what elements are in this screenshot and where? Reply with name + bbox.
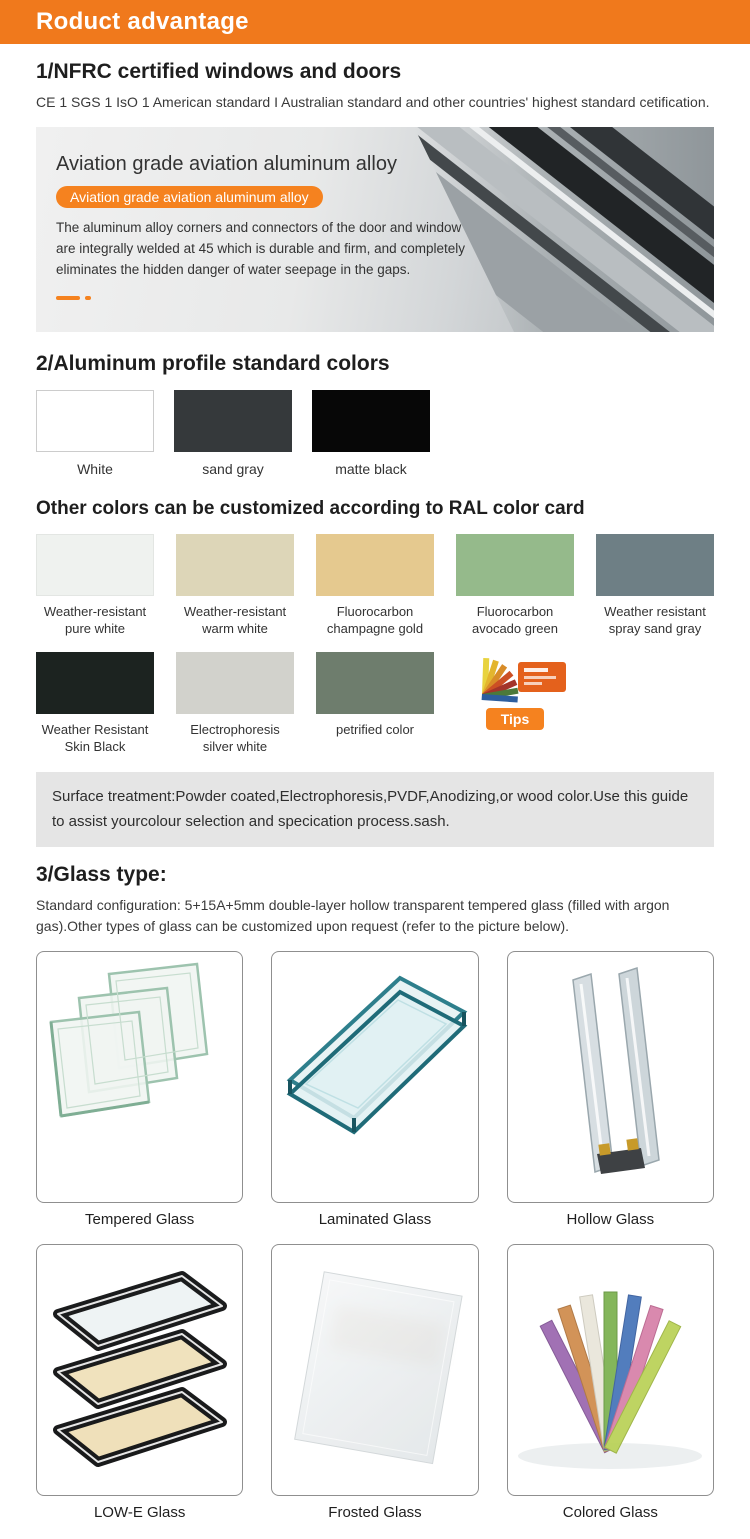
header-bar [0,0,750,44]
glass-card [36,951,243,1203]
glass-card [271,1244,478,1496]
color-label: Weather-resistant warm white [183,604,287,637]
glass-label: LOW-E Glass [93,1503,186,1521]
ral-color-card-image [456,652,574,704]
color-swatch-spray-sand-gray [596,534,714,638]
glass-cell-laminated [271,951,478,1240]
surface-treatment-note: Surface treatment:Powder coated,Electrophoresis,PVDF,Anodizing,or wood color.Use this guide to assist yourcolour selection and specication process.sash. [36,772,714,847]
glass-card [36,1244,243,1496]
orange-dash-decoration [56,296,516,300]
color-label: Fluorocarbon avocado green [471,604,558,637]
custom-colors-row-2 [36,652,714,756]
color-swatch-warm-white [176,534,294,638]
tips-button[interactable]: Tips [486,708,545,730]
color-chip [36,390,154,452]
glass-cell-tempered [36,951,243,1240]
color-swatch-sand-gray [174,390,292,478]
color-label: Weather Resistant Skin Black [41,721,149,754]
aluminum-alloy-card [36,127,714,332]
ral-fan-icon [456,652,574,704]
aluminum-card-title: Aviation grade aviation aluminum alloy [56,153,397,175]
section1-title: 1/NFRC certified windows and doors [36,60,402,83]
glass-card [271,951,478,1203]
color-chip [176,534,294,596]
color-label: sand gray [202,461,264,477]
color-swatch-silver-white [176,652,294,756]
custom-colors-title: Other colors can be customized according to RAL color card [36,498,585,520]
colored-glass-image [510,1250,710,1490]
dash-dot [85,296,91,300]
color-label: White [77,461,113,477]
color-chip [36,652,154,714]
glass-label: Tempered Glass [85,1210,195,1228]
aluminum-card-content [36,127,516,300]
dash-bar [56,296,80,300]
color-label: matte black [335,461,407,477]
glass-cell-hollow [507,951,714,1240]
color-swatch-matte-black [312,390,430,478]
color-swatch-white [36,390,154,478]
section2-title: 2/Aluminum profile standard colors [36,352,390,375]
tempered-glass-image [45,962,235,1192]
color-chip [174,390,292,452]
glass-type-grid [36,951,714,1533]
color-chip [456,534,574,596]
glass-label: Colored Glass [562,1503,658,1521]
glass-card [507,1244,714,1496]
glass-label: Hollow Glass [566,1210,655,1228]
color-chip [316,652,434,714]
aluminum-card-body: The aluminum alloy corners and connectors of the door and window are integrally welded at 45 which is durable and firm, and completely eliminates the hidden danger of water seepage in the gaps. [56,220,465,277]
color-chip [312,390,430,452]
color-swatch-avocado-green [456,534,574,638]
color-swatch-skin-black [36,652,154,756]
glass-label: Frosted Glass [328,1503,422,1521]
color-chip [176,652,294,714]
color-swatch-pure-white [36,534,154,638]
glass-cell-frosted [271,1244,478,1533]
color-label: Fluorocarbon champagne gold [326,604,424,637]
aluminum-card-badge: Aviation grade aviation aluminum alloy [56,186,323,208]
color-swatch-petrified [316,652,434,756]
laminated-glass-image [280,962,470,1192]
glass-cell-lowe [36,1244,243,1533]
color-label: Weather resistant spray sand gray [604,604,706,637]
color-label: Weather-resistant pure white [43,604,147,637]
color-chip [316,534,434,596]
hollow-glass-image [515,962,705,1192]
color-swatch-champagne-gold [316,534,434,638]
glass-label: Laminated Glass [318,1210,432,1228]
glass-cell-colored [507,1244,714,1533]
standard-colors-row [36,390,714,478]
page-title: Roduct advantage [36,8,249,35]
ral-color-card-cell [456,652,574,756]
section3-body: Standard configuration: 5+15A+5mm double-layer hollow transparent tempered glass (filled with argon gas).Other types of glass can be customized upon request (refer to the picture below). [36,896,670,934]
page-content [0,60,750,1533]
color-label: Electrophoresis silver white [190,721,280,754]
custom-colors-row-1 [36,534,714,638]
color-chip [596,534,714,596]
lowe-glass-image [40,1250,240,1490]
section1-body: CE 1 SGS 1 IsO 1 American standard I Australian standard and other countries' highest standard cetification. [36,94,710,110]
color-chip [36,534,154,596]
frosted-glass-image [280,1255,470,1485]
color-label: petrified color [335,721,415,737]
glass-card [507,951,714,1203]
section3-title: 3/Glass type: [36,862,167,886]
